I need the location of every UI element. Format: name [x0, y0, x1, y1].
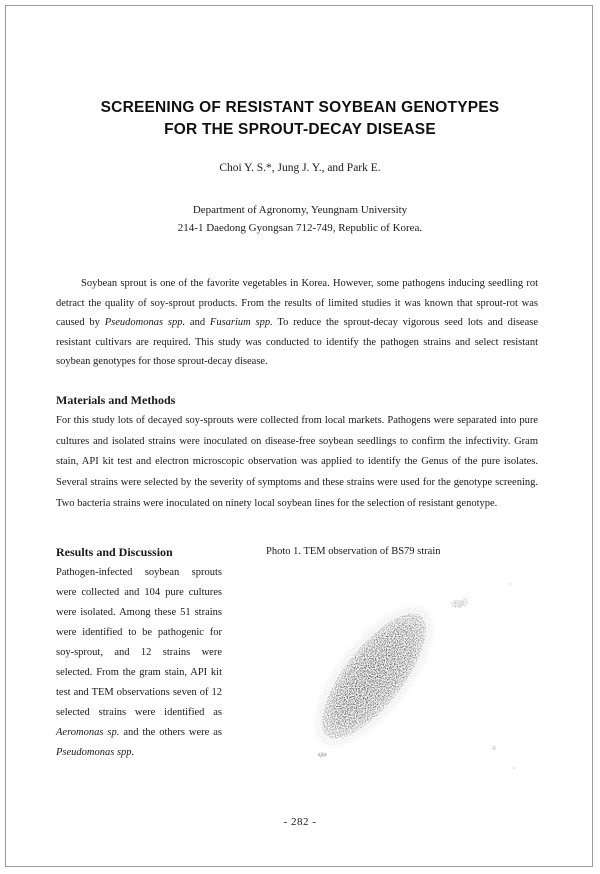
author-list: Choi Y. S.*, Jung J. Y., and Park E.: [219, 162, 381, 174]
abstract-paragraph: [56, 274, 538, 372]
results-text-2: and the others were as: [119, 727, 223, 738]
photo-caption: Photo 1. TEM observation of BS79 strain: [266, 546, 441, 557]
abstract-text-2: and: [185, 317, 210, 329]
results-paragraph: [56, 563, 222, 763]
affiliation-line-1: Department of Agronomy, Yeungnam University: [192, 204, 408, 216]
title-line-1: SCREENING OF RESISTANT SOYBEAN GENOTYPES: [100, 99, 500, 116]
materials-heading: Materials and Methods: [56, 393, 176, 407]
results-italic-1: Aeromonas sp.: [56, 727, 120, 738]
abstract-italic-2: Fusarium spp.: [209, 317, 273, 329]
materials-section: [56, 411, 538, 515]
tem-micrograph: [262, 572, 542, 782]
results-italic-2: Pseudomonas spp.: [56, 747, 135, 758]
results-heading: Results and Discussion: [56, 545, 173, 559]
abstract-text-3: To reduce the sprout-decay vigorous seed lots and disease resistant cultivars are required. This study was conducted to identify the pathogen strains and select resistant soybean genotypes for those sprout-decay disease.: [56, 317, 538, 368]
title-line-2: FOR THE SPROUT-DECAY DISEASE: [164, 121, 436, 138]
materials-paragraph: For this study lots of decayed soy-sprouts were collected from local markets. Pathogens were separated into pure cultures and isolated strains were inoculated on disease-free soybean seedlings to confirm the infectivity. Gram stain, API kit test and electron microscopic observation was applied to identify the Genus of the pure isolates. Several strains were selected by the severity of symptoms and these strains were used for the genotype screening. Two bacteria strains were inoculated on ninety local soybean lines for the selection of resistant genotype.: [56, 415, 538, 509]
paper-title: [0, 97, 600, 141]
abstract-italic-1: Pseudomonas spp.: [104, 317, 186, 329]
abstract-text-1: Soybean sprout is one of the favorite vegetables in Korea. However, some pathogens inducing seedling rot detract the quality of soy-sprout products. From the results of limited studies it was known that sprout-rot was caused by: [56, 278, 538, 329]
results-text-1: Pathogen-infected soybean sprouts were collected and 104 pure cultures were isolated. Among these 51 strains were identified to be pathogenic for soy-sprout, and 12 strains were selected. From the gram stain, API kit test and TEM observations seven of 12 selected strains were identified as: [56, 567, 222, 718]
results-section: [56, 563, 222, 763]
page-number: - 282 -: [283, 816, 317, 828]
abstract: [56, 274, 538, 372]
affiliation-line-2: 214-1 Daedong Gyongsan 712-749, Republic of Korea.: [177, 222, 423, 234]
affiliation: [0, 201, 600, 237]
